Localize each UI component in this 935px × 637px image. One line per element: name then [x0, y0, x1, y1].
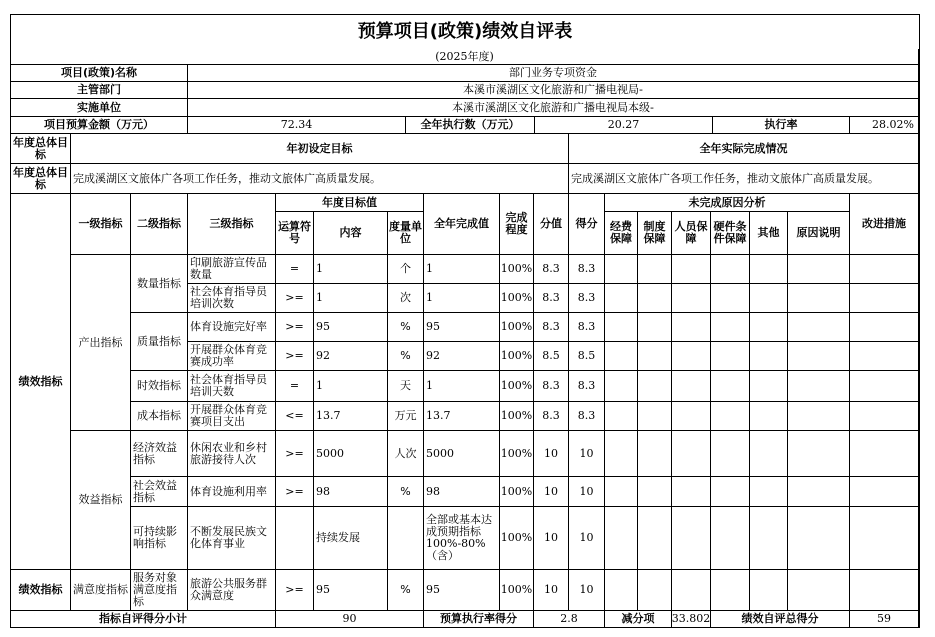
other-cell — [750, 284, 788, 313]
exec-label: 全年执行数（万元） — [406, 117, 535, 134]
completion-header: 完成程度 — [500, 194, 534, 255]
target-content-cell: 13.7 — [314, 402, 388, 431]
self-evaluation-form — [10, 14, 920, 628]
operator-header: 运算符号 — [276, 212, 314, 255]
weight-cell: 10 — [534, 507, 569, 570]
completion-cell: 100% — [500, 342, 534, 371]
impl-unit-value: 本溪市溪湖区文化旅游和广播电视局本级- — [188, 99, 919, 117]
lvl3-indicator-name: 印刷旅游宣传品数量 — [188, 255, 276, 284]
operator-cell: >= — [276, 570, 314, 611]
weight-cell: 8.3 — [534, 371, 569, 402]
quantity-indicator-group: 数量指标 — [131, 255, 188, 313]
reason-cell — [788, 570, 850, 611]
unfinished-header: 未完成原因分析 — [605, 194, 850, 212]
operator-cell: >= — [276, 431, 314, 477]
social-indicator-group: 社会效益指标 — [131, 477, 188, 507]
reason-cell — [788, 477, 850, 507]
target-content-cell: 98 — [314, 477, 388, 507]
satisfaction-indicator-group: 满意度指标 — [71, 570, 131, 611]
weight-cell: 8.3 — [534, 255, 569, 284]
funding-cell — [605, 431, 638, 477]
initial-goal-text: 完成溪湖区文旅体广各项工作任务，推动文旅体广高质量发展。 — [71, 164, 569, 194]
score-cell: 10 — [569, 507, 605, 570]
reason-header: 原因说明 — [788, 212, 850, 255]
lvl3-indicator-name: 开展群众体育竞赛项目支出 — [188, 402, 276, 431]
perf-indicator-label-2: 绩效指标 — [11, 570, 71, 611]
operator-cell: = — [276, 371, 314, 402]
hardware-cell — [711, 402, 750, 431]
hardware-cell — [711, 431, 750, 477]
full-value-cell: 95 — [424, 313, 500, 342]
dept-label: 主管部门 — [11, 82, 188, 99]
deduct-value: 33.802 — [672, 612, 711, 625]
score-cell: 8.3 — [569, 371, 605, 402]
hardware-cell — [711, 570, 750, 611]
lvl3-indicator-name: 社会体育指导员培训天数 — [188, 371, 276, 402]
deduct-label: 减分项 — [605, 611, 672, 627]
system-cell — [638, 402, 672, 431]
reason-cell — [788, 313, 850, 342]
other-cell — [750, 402, 788, 431]
improve-cell — [850, 477, 919, 507]
funding-cell — [605, 402, 638, 431]
funding-cell — [605, 284, 638, 313]
impl-unit-label: 实施单位 — [11, 99, 188, 117]
target-content-cell: 5000 — [314, 431, 388, 477]
staff-cell — [672, 342, 711, 371]
operator-cell: >= — [276, 477, 314, 507]
completion-cell: 100% — [500, 284, 534, 313]
rate-label: 执行率 — [713, 117, 850, 134]
funding-cell — [605, 371, 638, 402]
system-cell — [638, 570, 672, 611]
target-content-cell: 持续发展 — [314, 507, 388, 570]
target-content-cell: 95 — [314, 313, 388, 342]
lvl3-indicator-name: 不断发展民族文化体育事业 — [188, 507, 276, 570]
funding-header: 经费保障 — [605, 212, 638, 255]
operator-cell: <= — [276, 402, 314, 431]
quality-indicator-group: 质量指标 — [131, 313, 188, 371]
lvl3-indicator-name: 旅游公共服务群众满意度 — [188, 570, 276, 611]
staff-cell — [672, 313, 711, 342]
system-cell — [638, 313, 672, 342]
unit-cell: 人次 — [388, 431, 424, 477]
budget-value: 72.34 — [188, 117, 406, 134]
operator-cell: >= — [276, 284, 314, 313]
actual-goal-text: 完成溪湖区文旅体广各项工作任务，推动文旅体广高质量发展。 — [569, 164, 919, 194]
lvl3-indicator-name: 休闲农业和乡村旅游接待人次 — [188, 431, 276, 477]
completion-cell: 100% — [500, 402, 534, 431]
lvl1-header: 一级指标 — [71, 194, 131, 255]
service-satisfaction-group: 服务对象满意度指标 — [131, 570, 188, 611]
score-cell: 8.3 — [569, 313, 605, 342]
unit-cell: 次 — [388, 284, 424, 313]
operator-cell: >= — [276, 342, 314, 371]
funding-cell — [605, 313, 638, 342]
funding-cell — [605, 507, 638, 570]
other-cell — [750, 570, 788, 611]
sustainable-indicator-group: 可持续影响指标 — [131, 507, 188, 570]
system-cell — [638, 507, 672, 570]
completion-cell: 100% — [500, 507, 534, 570]
budget-score-value: 2.8 — [534, 611, 605, 627]
staff-cell — [672, 371, 711, 402]
form-title: 预算项目(政策)绩效自评表 — [357, 21, 573, 42]
system-cell — [638, 255, 672, 284]
hardware-cell — [711, 284, 750, 313]
weight-cell: 10 — [534, 477, 569, 507]
improve-header: 改进措施 — [850, 194, 919, 255]
score-cell: 10 — [569, 570, 605, 611]
full-value-cell: 全部或基本达成预期指标100%-80%（含） — [424, 507, 500, 570]
reason-cell — [788, 284, 850, 313]
unit-cell: % — [388, 342, 424, 371]
system-cell — [638, 284, 672, 313]
rate-value: 28.02% — [850, 117, 919, 134]
target-content-cell: 95 — [314, 570, 388, 611]
full-value-cell: 1 — [424, 255, 500, 284]
operator-cell: = — [276, 255, 314, 284]
improve-cell — [850, 507, 919, 570]
reason-cell — [788, 342, 850, 371]
subtotal-value: 90 — [276, 611, 424, 627]
target-content-cell: 1 — [314, 255, 388, 284]
score-cell: 8.5 — [569, 342, 605, 371]
reason-cell — [788, 402, 850, 431]
improve-cell — [850, 371, 919, 402]
other-cell — [750, 477, 788, 507]
other-cell — [750, 371, 788, 402]
improve-cell — [850, 255, 919, 284]
target-content-cell: 1 — [314, 284, 388, 313]
operator-cell: >= — [276, 313, 314, 342]
other-cell — [750, 431, 788, 477]
full-value-cell: 1 — [424, 371, 500, 402]
total-score-label: 绩效自评总得分 — [711, 611, 850, 627]
weight-cell: 8.3 — [534, 313, 569, 342]
reason-cell — [788, 255, 850, 284]
system-cell — [638, 371, 672, 402]
full-value-cell: 98 — [424, 477, 500, 507]
full-value-cell: 92 — [424, 342, 500, 371]
budget-label: 项目预算金额（万元） — [11, 117, 188, 134]
funding-cell — [605, 570, 638, 611]
lvl3-indicator-name: 体育设施完好率 — [188, 313, 276, 342]
system-cell — [638, 431, 672, 477]
annual-goal-label-2: 年度总体目标 — [11, 164, 71, 194]
weight-cell: 10 — [534, 570, 569, 611]
staff-header: 人员保障 — [672, 212, 711, 255]
score-cell: 8.3 — [569, 284, 605, 313]
improve-cell — [850, 402, 919, 431]
improve-cell — [850, 284, 919, 313]
completion-cell: 100% — [500, 255, 534, 284]
project-name-label: 项目(政策)名称 — [11, 65, 188, 82]
timeliness-indicator-group: 时效指标 — [131, 371, 188, 402]
score-cell: 10 — [569, 431, 605, 477]
unit-cell: 天 — [388, 371, 424, 402]
dept-value: 本溪市溪湖区文化旅游和广播电视局- — [188, 82, 919, 99]
hardware-cell — [711, 255, 750, 284]
actual-goal-header: 全年实际完成情况 — [569, 134, 919, 164]
other-cell — [750, 313, 788, 342]
exec-value: 20.27 — [535, 117, 713, 134]
weight-cell: 8.3 — [534, 402, 569, 431]
initial-goal-header: 年初设定目标 — [71, 134, 569, 164]
economic-indicator-group: 经济效益指标 — [131, 431, 188, 477]
staff-cell — [672, 402, 711, 431]
annual-goal-label: 年度总体目标 — [11, 134, 71, 164]
improve-cell — [850, 431, 919, 477]
funding-cell — [605, 255, 638, 284]
unit-cell: % — [388, 313, 424, 342]
improve-cell — [850, 570, 919, 611]
completion-cell: 100% — [500, 570, 534, 611]
perf-indicator-label: 绩效指标 — [11, 194, 71, 570]
budget-score-label: 预算执行率得分 — [424, 611, 534, 627]
other-header: 其他 — [750, 212, 788, 255]
improve-cell — [850, 313, 919, 342]
hardware-cell — [711, 507, 750, 570]
unit-cell — [388, 507, 424, 570]
other-cell — [750, 507, 788, 570]
other-cell — [750, 255, 788, 284]
unit-cell: % — [388, 477, 424, 507]
other-cell — [750, 342, 788, 371]
staff-cell — [672, 255, 711, 284]
unit-cell: 万元 — [388, 402, 424, 431]
funding-cell — [605, 342, 638, 371]
lvl3-indicator-name: 体育设施利用率 — [188, 477, 276, 507]
funding-cell — [605, 477, 638, 507]
weight-header: 分值 — [534, 194, 569, 255]
improve-cell — [850, 342, 919, 371]
lvl3-header: 三级指标 — [188, 194, 276, 255]
unit-cell: % — [388, 570, 424, 611]
score-cell: 8.3 — [569, 402, 605, 431]
completion-cell: 100% — [500, 313, 534, 342]
target-content-cell: 92 — [314, 342, 388, 371]
full-value-cell: 13.7 — [424, 402, 500, 431]
hardware-cell — [711, 477, 750, 507]
reason-cell — [788, 371, 850, 402]
weight-cell: 10 — [534, 431, 569, 477]
weight-cell: 8.5 — [534, 342, 569, 371]
system-cell — [638, 477, 672, 507]
lvl3-indicator-name: 社会体育指导员培训次数 — [188, 284, 276, 313]
benefit-indicator-group: 效益指标 — [71, 431, 131, 570]
hardware-cell — [711, 313, 750, 342]
staff-cell — [672, 507, 711, 570]
staff-cell — [672, 431, 711, 477]
lvl2-header: 二级指标 — [131, 194, 188, 255]
project-name-value: 部门业务专项资金 — [188, 65, 919, 82]
output-indicator-group: 产出指标 — [71, 255, 131, 431]
full-value-cell: 95 — [424, 570, 500, 611]
staff-cell — [672, 570, 711, 611]
content-header: 内容 — [314, 212, 388, 255]
completion-cell: 100% — [500, 431, 534, 477]
staff-cell — [672, 477, 711, 507]
score-cell: 10 — [569, 477, 605, 507]
subtotal-label: 指标自评得分小计 — [11, 611, 276, 627]
completion-cell: 100% — [500, 477, 534, 507]
system-header: 制度保障 — [638, 212, 672, 255]
staff-cell — [672, 284, 711, 313]
completion-cell: 100% — [500, 371, 534, 402]
score-header: 得分 — [569, 194, 605, 255]
unit-header: 度量单位 — [388, 212, 424, 255]
full-value-cell: 5000 — [424, 431, 500, 477]
hardware-cell — [711, 371, 750, 402]
hardware-header: 硬件条件保障 — [711, 212, 750, 255]
reason-cell — [788, 431, 850, 477]
form-year: (2025年度) — [11, 49, 919, 65]
full-value-header: 全年完成值 — [424, 194, 500, 255]
lvl3-indicator-name: 开展群众体育竞赛成功率 — [188, 342, 276, 371]
target-content-cell: 1 — [314, 371, 388, 402]
score-cell: 8.3 — [569, 255, 605, 284]
unit-cell: 个 — [388, 255, 424, 284]
target-header: 年度目标值 — [276, 194, 424, 212]
operator-cell — [276, 507, 314, 570]
full-value-cell: 1 — [424, 284, 500, 313]
system-cell — [638, 342, 672, 371]
total-score-value: 59 — [850, 611, 919, 627]
cost-indicator-group: 成本指标 — [131, 402, 188, 431]
weight-cell: 8.3 — [534, 284, 569, 313]
reason-cell — [788, 507, 850, 570]
hardware-cell — [711, 342, 750, 371]
